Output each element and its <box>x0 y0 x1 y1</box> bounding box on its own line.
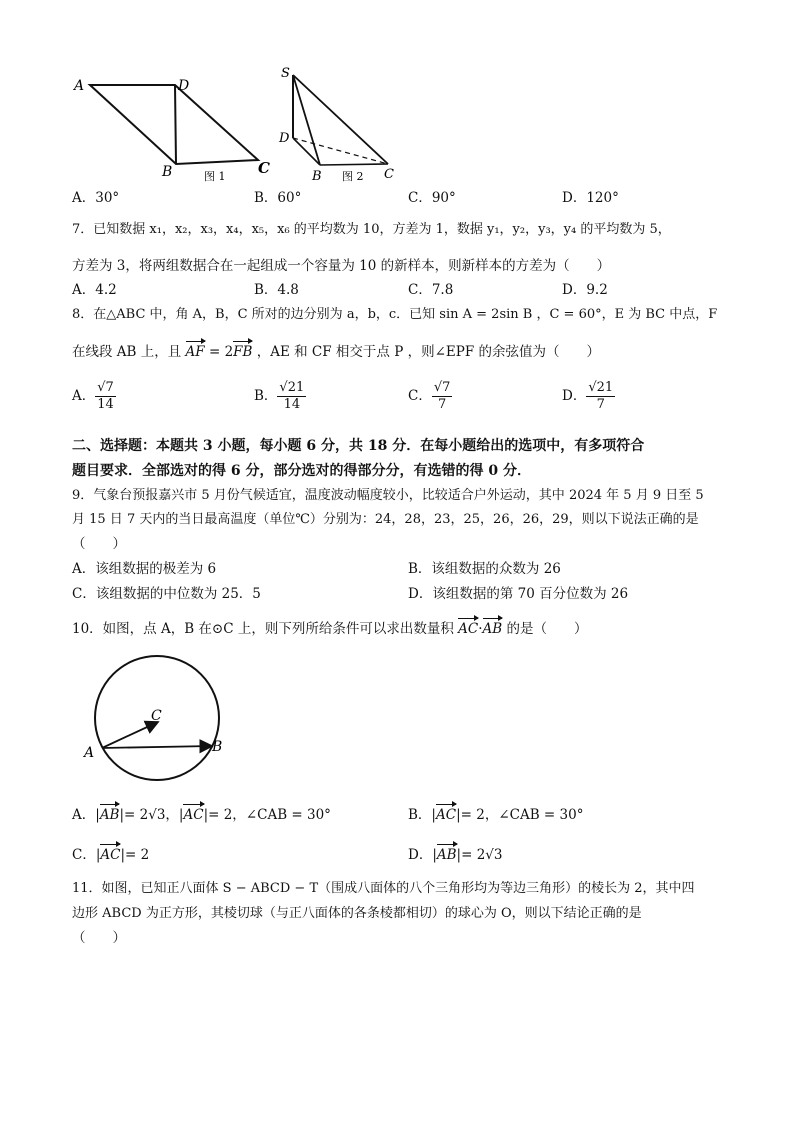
q7-option-c: C．7.8 <box>408 282 454 298</box>
q10-option-b-vec-ac: AC <box>435 807 457 823</box>
q9-stem-line1: 9．气象台预报嘉兴市 5 月份气候适宜，温度波动幅度较小，比较适合户外运动，其中 2024 年 5 月 9 日至 5 <box>72 488 704 503</box>
section2-heading-line2: 题目要求．全部选对的得 6 分，部分选对的得部分分，有选错的得 0 分． <box>72 463 531 479</box>
fig2-caption: 图 2 <box>342 170 364 183</box>
fig2-label-c: C <box>384 167 394 182</box>
q8-option-d <box>562 380 615 413</box>
q8-option-b-label: B． <box>254 388 278 404</box>
q8-line2-pre: 在线段 AB 上，且 <box>72 344 186 360</box>
q10-option-c-vec-ac: AC <box>100 847 121 863</box>
q8-option-c-den: 7 <box>437 397 447 412</box>
q7-stem-line1: 7．已知数据 x₁，x₂，x₃，x₄，x₅，x₆ 的平均数为 10，方差为 1，数据 y₁，y₂，y₃，y₄ 的平均数为 5， <box>72 222 671 237</box>
q8-option-a-den: 14 <box>97 397 114 412</box>
q8-option-c-label: C． <box>408 388 432 404</box>
vector-fb: FB <box>233 344 253 360</box>
q6-figure-2 <box>278 62 408 187</box>
fig10-label-c: C <box>151 708 162 724</box>
q8-option-d-den: 7 <box>596 397 605 412</box>
q8-stem-line2 <box>72 343 600 361</box>
q11-stem-line1: 11．如图，已知正八面体 S − ABCD − T（围成八面体的八个三角形均为等边三角形）的棱长为 2，其中四 <box>72 881 695 896</box>
vector-ab: AB <box>482 621 503 637</box>
q8-option-b-den: 14 <box>283 397 301 412</box>
q10-option-b <box>408 806 583 824</box>
fig1-label-d: D <box>178 78 190 94</box>
q10-circle-figure <box>80 655 250 790</box>
q9-stem-line3: （ ） <box>72 536 126 552</box>
q11-stem-line2: 边形 ABCD 为正方形，其棱切球（与正八面体的各条棱都相切）的球心为 O，则以下结论正确的是 <box>72 906 642 921</box>
q10-option-b-end: |= 2，∠CAB = 30° <box>456 807 584 823</box>
q10-option-d-label: D．| <box>408 847 437 863</box>
fig2-label-d: D <box>279 131 290 146</box>
q9-option-b: B．该组数据的众数为 26 <box>408 561 561 577</box>
q10-option-a-vec-ab: AB <box>99 807 120 823</box>
fig1-caption: 图 1 <box>204 170 226 183</box>
q10-option-c <box>72 846 149 864</box>
q8-option-c-num: √7 <box>433 380 451 395</box>
q6-option-b: B．60° <box>254 190 302 206</box>
q8-option-a-label: A． <box>72 388 96 404</box>
q9-option-a: A．该组数据的极差为 6 <box>72 561 217 577</box>
q10-option-a-label: A．| <box>72 807 100 823</box>
q10-stem-pre: 10．如图，点 A，B 在⊙C 上，则下列所给条件可以求出数量积 <box>72 621 459 637</box>
vector-ac: AC <box>458 621 479 637</box>
q10-option-d-vec-ab: AB <box>436 847 457 863</box>
q8-eq: = 2 <box>204 344 234 360</box>
q10-stem-post: 的是（ ） <box>502 621 588 637</box>
q10-dot: · <box>478 621 483 637</box>
q8-option-a <box>72 380 116 413</box>
q10-option-c-end: |= 2 <box>120 847 150 863</box>
q9-option-c: C．该组数据的中位数为 25．5 <box>72 586 261 602</box>
q10-option-d-end: |= 2√3 <box>456 847 503 863</box>
q9-option-d: D．该组数据的第 70 百分位数为 26 <box>408 586 629 602</box>
q7-stem-line2: 方差为 3，将两组数据合在一起组成一个容量为 10 的新样本，则新样本的方差为（ ） <box>72 258 611 274</box>
q7-option-a: A．4.2 <box>72 282 117 298</box>
q9-stem-line2: 月 15 日 7 天内的当日最高温度（单位℃）分别为：24，28，23，25，26，26，29，则以下说法正确的是 <box>72 512 699 527</box>
q10-option-a <box>72 806 331 824</box>
q10-option-a-vec-ac: AC <box>183 807 204 823</box>
q8-option-d-label: D． <box>562 388 587 404</box>
fig10-label-a: A <box>84 745 95 761</box>
fig10-label-b: B <box>212 739 223 755</box>
q8-line2-post: ，AE 和 CF 相交于点 P ，则∠EPF 的余弦值为（ ） <box>252 344 600 360</box>
section2-heading-line1: 二、选择题：本题共 3 小题，每小题 6 分，共 18 分．在每小题给出的选项中，有多项符合 <box>72 438 645 454</box>
q8-option-c <box>408 380 452 413</box>
vector-af: AF <box>185 344 205 360</box>
q6-figure-1 <box>70 72 280 187</box>
q10-option-a-end: |= 2，∠CAB = 30° <box>203 807 331 823</box>
q8-option-b-num: √21 <box>279 380 305 395</box>
q6-option-a: A．30° <box>72 190 120 206</box>
q8-option-d-num: √21 <box>588 380 614 395</box>
q10-stem <box>72 620 588 638</box>
q10-option-d <box>408 846 502 864</box>
q7-option-b: B．4.8 <box>254 282 299 298</box>
q10-option-b-label: B．| <box>408 807 436 823</box>
q6-option-c: C．90° <box>408 190 456 206</box>
fig1-label-c: C <box>258 159 270 177</box>
q7-option-d: D．9.2 <box>562 282 608 298</box>
q8-option-b <box>254 380 306 413</box>
fig1-label-b: B <box>162 164 173 180</box>
fig2-label-s: S <box>281 66 290 81</box>
q8-option-a-num: √7 <box>97 380 114 395</box>
q8-stem-line1: 8．在△ABC 中，角 A，B，C 所对的边分别为 a，b，c．已知 sin A = 2sin B ，C = 60°，E 为 BC 中点，F <box>72 307 718 322</box>
fig1-label-a: A <box>74 78 85 94</box>
q10-option-a-mid: |= 2√3，| <box>119 807 184 823</box>
fig2-label-b: B <box>312 169 322 184</box>
q11-stem-line3: （ ） <box>72 930 126 946</box>
q10-option-c-label: C．| <box>72 847 101 863</box>
q6-option-d: D．120° <box>562 190 619 206</box>
